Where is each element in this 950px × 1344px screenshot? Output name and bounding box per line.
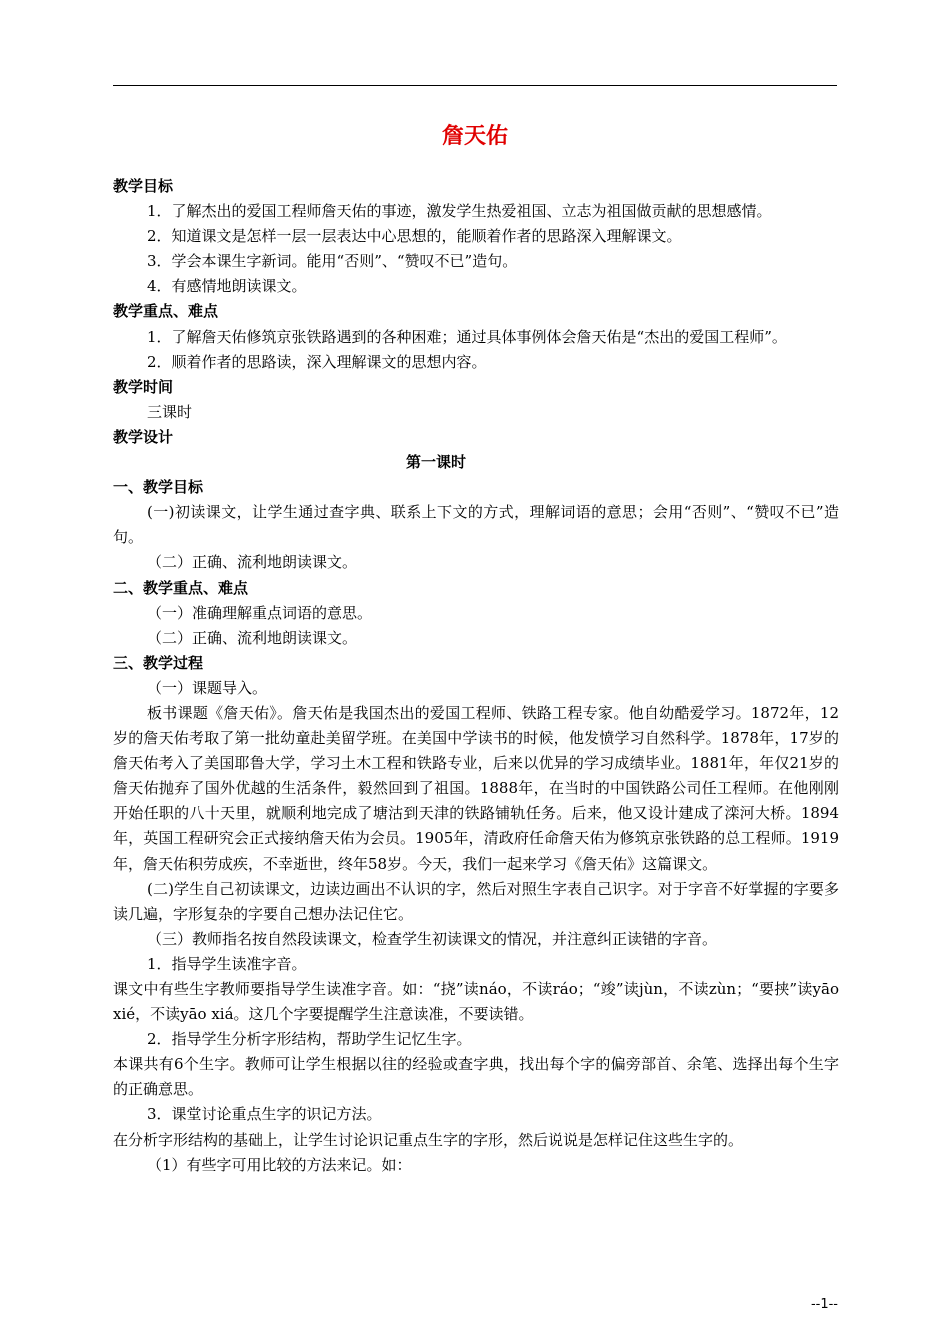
process-paragraph: 本课共有6个生字。教师可让学生根据以往的经验或查字典，找出每个字的偏旁部首、余笔、选择出每个生字的正确意思。: [113, 1055, 839, 1099]
process-paragraph: 课文中有些生字教师要指导学生读准字音。如：“挠”读náo，不读ráo；“竣”读jùn，不读zùn；“要挟”读yāo xié，不读yāo xiá。这几个字要提醒学生注意读准，不要读错。: [113, 980, 839, 1024]
process-paragraph: （三）教师指名按自然段读课文，检查学生初读课文的情况，并注意纠正读错的字音。: [147, 929, 718, 948]
heading-time: 教学时间: [113, 377, 174, 396]
goal-item: 2．知道课文是怎样一层一层表达中心思想的，能顺着作者的思路深入理解课文。: [147, 227, 682, 246]
process-paragraph: 2．指导学生分析字形结构，帮助学生记忆生字。: [147, 1030, 472, 1049]
lesson-key-item: （二）正确、流利地朗读课文。: [147, 628, 358, 647]
process-paragraph: 板书课题《詹天佑》。詹天佑是我国杰出的爱国工程师、铁路工程专家。他自幼酷爱学习。1872年，12岁的詹天佑考取了第一批幼童赴美留学班。在美国中学读书的时候，他发愤学习自然科学。1878年，17岁的詹天佑考入了美国耶鲁大学，学习土木工程和铁路专业，后来以优异的学习成绩毕业。1881年，年仅21岁的詹天佑抛弃了国外优越的生活条件，毅然回到了祖国。1888年，在当时的中国铁路公司任工程师。在他刚刚开始任职的八十天里，就顺利地完成了塘沽到天津的铁路铺轨任务。后来，他又设计建成了滦河大桥。1894年，英国工程研究会正式接纳詹天佑为会员。1905年，清政府任命詹天佑为修筑京张铁路的总工程师。1919年，詹天佑积劳成疾，不幸逝世，终年58岁。今天，我们一起来学习《詹天佑》这篇课文。: [113, 703, 839, 873]
page-number: --1--: [810, 1297, 838, 1312]
header-rule: [113, 85, 837, 86]
goal-item: 3．学会本课生字新词。能用“否则”、“赞叹不已”造句。: [147, 252, 518, 271]
key-item: 2．顺着作者的思路读，深入理解课文的思想内容。: [147, 352, 487, 371]
lesson-goal-item: (一)初读课文，让学生通过查字典、联系上下文的方式，理解词语的意思；会用“否则”、“赞叹不已”造句。: [113, 503, 839, 547]
lesson-key-item: （一）准确理解重点词语的意思。: [147, 603, 373, 622]
time-value: 三课时: [147, 402, 193, 421]
heading-key-points: 教学重点、难点: [113, 302, 219, 321]
heading-lesson-key: 二、教学重点、难点: [113, 578, 249, 597]
heading-process: 三、教学过程: [113, 653, 204, 672]
lesson-heading: 第一课时: [405, 453, 466, 472]
key-item: 1．了解詹天佑修筑京张铁路遇到的各种困难；通过具体事例体会詹天佑是“杰出的爱国工程师”。: [147, 327, 787, 346]
document-body: [113, 174, 839, 1178]
process-paragraph: 1．指导学生读准字音。: [147, 954, 307, 973]
process-paragraph: （一）课题导入。: [147, 678, 268, 697]
process-paragraph: 在分析字形结构的基础上，让学生讨论识记重点生字的字形，然后说说是怎样记住这些生字的。: [113, 1130, 744, 1149]
process-paragraph: (二)学生自己初读课文，边读边画出不认识的字，然后对照生字表自己识字。对于字音不好掌握的字要多读几遍，字形复杂的字要自己想办法记住它。: [113, 879, 839, 923]
process-paragraph: （1）有些字可用比较的方法来记。如：: [147, 1155, 412, 1174]
heading-goals: 教学目标: [113, 177, 174, 195]
lesson-goal-item: （二）正确、流利地朗读课文。: [147, 553, 358, 572]
page-title: 詹天佑: [441, 124, 508, 149]
heading-lesson-goals: 一、教学目标: [113, 478, 204, 497]
heading-design: 教学设计: [113, 427, 174, 446]
goal-item: 4．有感情地朗读课文。: [147, 277, 307, 296]
goal-item: 1．了解杰出的爱国工程师詹天佑的事迹，激发学生热爱祖国、立志为祖国做贡献的思想感情。: [147, 202, 772, 221]
process-paragraph: 3．课堂讨论重点生字的识记方法。: [147, 1105, 382, 1124]
